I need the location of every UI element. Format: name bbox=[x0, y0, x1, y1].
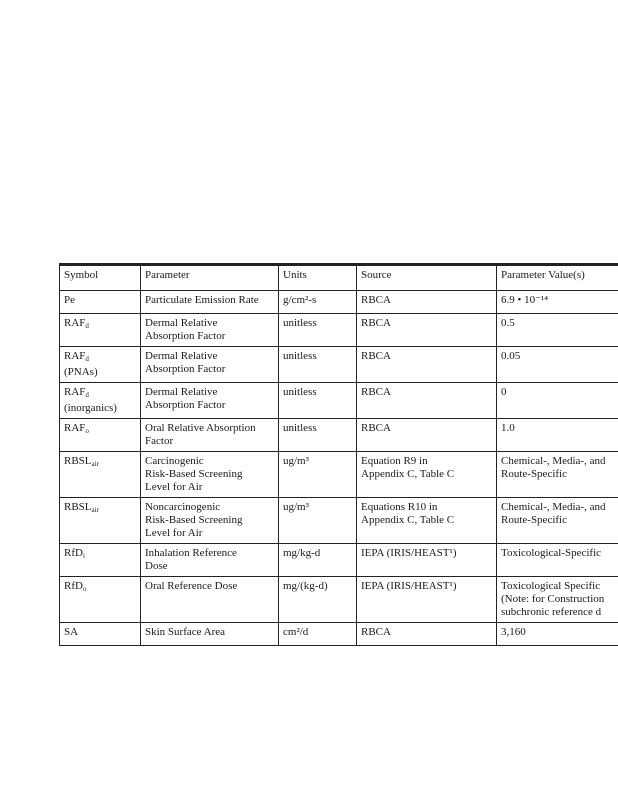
cell-units: unitless bbox=[279, 419, 357, 452]
cell-parameter: Dermal Relative Absorption Factor bbox=[141, 347, 279, 383]
cell-value: Toxicological-Specific bbox=[497, 544, 618, 577]
cell-symbol: $RAF_o$ bbox=[60, 419, 141, 452]
cell-parameter: Carcinogenic Risk-Based Screening Level for Air bbox=[141, 452, 279, 498]
table-row bbox=[60, 544, 618, 577]
cell-parameter: Skin Surface Area bbox=[141, 623, 279, 646]
parameter-table bbox=[59, 265, 618, 646]
cell-source: RBCA bbox=[357, 623, 497, 646]
cell-source: RBCA bbox=[357, 314, 497, 347]
table-header-row bbox=[60, 266, 618, 291]
cell-parameter: Inhalation Reference Dose bbox=[141, 544, 279, 577]
table-row bbox=[60, 419, 618, 452]
cell-symbol: $RBSL_{air}$ bbox=[60, 452, 141, 498]
cell-source: RBCA bbox=[357, 383, 497, 419]
cell-value: Chemical-, Media-, and Route-Specific bbox=[497, 498, 618, 544]
table-row bbox=[60, 452, 618, 498]
cell-source: IEPA (IRIS/HEAST¹) bbox=[357, 577, 497, 623]
table-row bbox=[60, 291, 618, 314]
cell-units: cm²/d bbox=[279, 623, 357, 646]
cell-source: RBCA bbox=[357, 291, 497, 314]
cell-parameter: Oral Reference Dose bbox=[141, 577, 279, 623]
cell-value: 3,160 bbox=[497, 623, 618, 646]
cell-parameter: Particulate Emission Rate bbox=[141, 291, 279, 314]
cell-source: IEPA (IRIS/HEAST¹) bbox=[357, 544, 497, 577]
cell-source: RBCA bbox=[357, 419, 497, 452]
cell-value: Toxicological Specific (Note: for Construction subchronic reference d bbox=[497, 577, 618, 623]
cell-units: unitless bbox=[279, 314, 357, 347]
cell-parameter: Noncarcinogenic Risk-Based Screening Level for Air bbox=[141, 498, 279, 544]
table-row bbox=[60, 623, 618, 646]
table-row bbox=[60, 498, 618, 544]
cell-units: unitless bbox=[279, 347, 357, 383]
cell-parameter: Dermal Relative Absorption Factor bbox=[141, 314, 279, 347]
cell-source: Equation R9 in Appendix C, Table C bbox=[357, 452, 497, 498]
cell-units: mg/(kg-d) bbox=[279, 577, 357, 623]
cell-symbol: $RAF_d$ (inorganics) bbox=[60, 383, 141, 419]
cell-value: 0 bbox=[497, 383, 618, 419]
cell-units: unitless bbox=[279, 383, 357, 419]
cell-symbol: $RBSL_{air}$ bbox=[60, 498, 141, 544]
cell-value: Chemical-, Media-, and Route-Specific bbox=[497, 452, 618, 498]
cell-symbol: Pe bbox=[60, 291, 141, 314]
cell-parameter: Dermal Relative Absorption Factor bbox=[141, 383, 279, 419]
cell-units: mg/kg-d bbox=[279, 544, 357, 577]
cell-units: g/cm²-s bbox=[279, 291, 357, 314]
table-row bbox=[60, 314, 618, 347]
cell-parameter: Oral Relative Absorption Factor bbox=[141, 419, 279, 452]
cell-source: RBCA bbox=[357, 347, 497, 383]
cell-units: ug/m³ bbox=[279, 498, 357, 544]
header-units: Units bbox=[279, 266, 357, 291]
header-source: Source bbox=[357, 266, 497, 291]
cell-symbol: SA bbox=[60, 623, 141, 646]
cell-source: Equations R10 in Appendix C, Table C bbox=[357, 498, 497, 544]
cell-value: 0.5 bbox=[497, 314, 618, 347]
cell-symbol: $RAF_d$ bbox=[60, 314, 141, 347]
header-symbol: Symbol bbox=[60, 266, 141, 291]
header-parameter: Parameter bbox=[141, 266, 279, 291]
header-parameter-values: Parameter Value(s) bbox=[497, 266, 618, 291]
table-row bbox=[60, 347, 618, 383]
cell-units: ug/m³ bbox=[279, 452, 357, 498]
cell-value: 6.9 • 10⁻¹⁴ bbox=[497, 291, 618, 314]
cell-symbol: RfD$_o$ bbox=[60, 577, 141, 623]
table-row bbox=[60, 383, 618, 419]
cell-symbol: $RAF_d$ (PNAs) bbox=[60, 347, 141, 383]
cell-value: 0.05 bbox=[497, 347, 618, 383]
cell-symbol: RfD$_i$ bbox=[60, 544, 141, 577]
cell-value: 1.0 bbox=[497, 419, 618, 452]
table-row bbox=[60, 577, 618, 623]
